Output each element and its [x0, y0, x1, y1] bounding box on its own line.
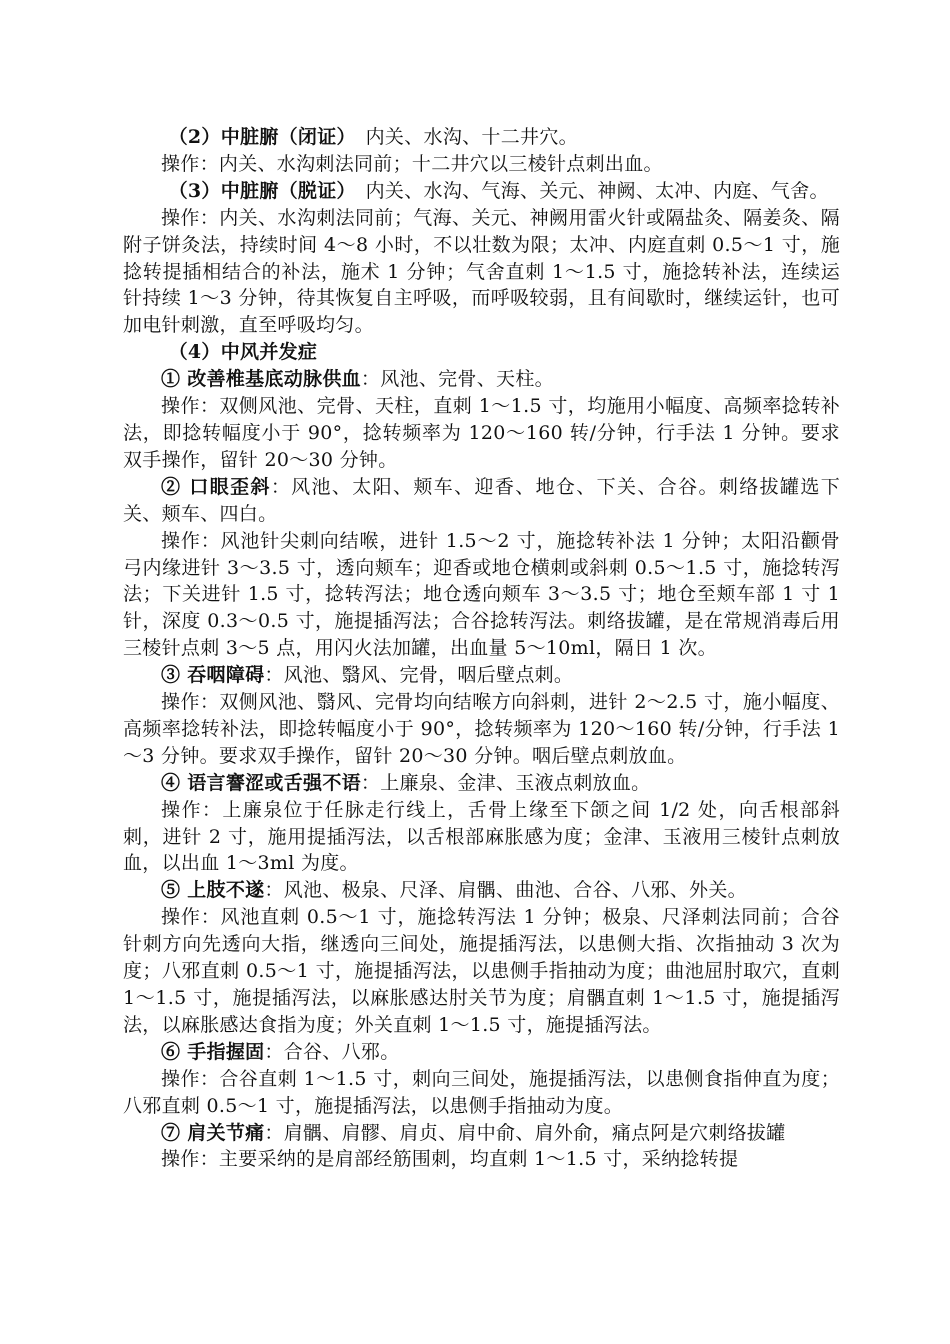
section-heading: ③ 吞咽障碍	[161, 664, 265, 687]
section-paragraph	[123, 366, 840, 393]
paragraph-text: 操作：双侧风池、完骨、天柱，直刺 1～1.5 寸，均施用小幅度、高频率捻转补法，即捻转幅度小于 90°，捻转频率为 120～160 转/分钟，行手法 1 分钟。要求双手操作，留针 20～30 分钟。	[123, 395, 840, 471]
section-heading: ④ 语言謇涩或舌强不语	[161, 771, 361, 794]
body-paragraph	[123, 797, 840, 878]
section-heading: ② 口眼歪斜	[161, 475, 271, 498]
section-paragraph	[123, 877, 840, 904]
section-heading: ⑦ 肩关节痛	[161, 1121, 265, 1144]
paragraph-text: ：上廉泉、金津、玉液点刺放血。	[360, 771, 651, 794]
section-paragraph	[123, 124, 840, 151]
body-paragraph	[123, 528, 840, 663]
section-heading: ① 改善椎基底动脉供血	[161, 368, 361, 391]
section-heading: （2）中脏腑（闭证）	[168, 126, 347, 148]
section-paragraph	[123, 662, 840, 689]
paragraph-text: ：风池、完骨、天柱。	[360, 368, 554, 391]
paragraph-text: 内关、水沟、十二井穴。	[346, 126, 578, 148]
section-paragraph	[123, 1120, 840, 1147]
paragraph-text: 操作：内关、水沟刺法同前；气海、关元、神阙用雷火针或隔盐灸、隔姜灸、隔附子饼灸法，持续时间 4～8 小时，不以壮数为限；太冲、内庭直刺 0.5～1 寸，施捻转提插相结合的补法，施术 1 分钟；气舍直刺 1～1.5 寸，施捻转补法，连续运针持续 1～3 分钟，待其恢复自主呼吸，而呼吸较弱，且有间歇时，继续运针，也可加电针刺激，直至呼吸均匀。	[123, 206, 840, 337]
paragraph-text: 操作：上廉泉位于任脉走行线上，舌骨上缘至下颌之间 1/2 处，向舌根部斜刺，进针 2 寸，施用提插泻法，以舌根部麻胀感为度；金津、玉液用三棱针点刺放血，以出血 1～3ml 为度。	[123, 798, 840, 875]
section-paragraph	[123, 339, 840, 366]
paragraph-text: 操作：风池针尖刺向结喉，进针 1.5～2 寸，施捻转补法 1 分钟；太阳沿颧骨弓内缘进针 3～3.5 寸，透向颊车；迎香或地仓横刺或斜刺 0.5～1.5 寸，施捻转泻法；下关进针 1.5 寸，捻转泻法；地仓透向颊车 3～3.5 寸；地仓至颊车部 1 寸 1 针，深度 0.3～0.5 寸，施提插泻法；合谷捻转泻法。刺络拔罐，是在常规消毒后用三棱针点刺 3～5 点，用闪火法加罐，出血量 5～10ml，隔日 1 次。	[123, 529, 840, 660]
section-paragraph	[123, 1039, 840, 1066]
paragraph-text: ：风池、极泉、尺泽、肩髃、曲池、合谷、八邪、外关。	[264, 879, 747, 902]
paragraph-text: 内关、水沟、气海、关元、神阙、太冲、内庭、气舍。	[346, 179, 829, 202]
document-body	[123, 124, 840, 1173]
body-paragraph	[123, 1066, 840, 1120]
section-heading: （4）中风并发症	[168, 341, 318, 364]
section-paragraph	[123, 770, 840, 797]
body-paragraph	[123, 904, 840, 1039]
section-paragraph	[123, 474, 840, 528]
section-heading: （3）中脏腑（脱证）	[168, 179, 347, 202]
paragraph-text: 操作：主要采纳的是肩部经筋围刺，均直刺 1～1.5 寸，采纳捻转提	[161, 1148, 739, 1171]
paragraph-text: ：风池、翳风、完骨，咽后壁点刺。	[264, 664, 574, 687]
body-paragraph	[123, 151, 840, 178]
paragraph-text: ：肩髃、肩髎、肩贞、肩中俞、肩外俞，痛点阿是穴刺络拔罐	[264, 1121, 786, 1144]
section-heading: ⑤ 上肢不遂	[161, 879, 265, 902]
body-paragraph	[123, 205, 840, 340]
body-paragraph	[123, 1146, 840, 1173]
paragraph-text: 操作：合谷直刺 1～1.5 寸，刺向三间处，施提插泻法，以患侧食指伸直为度；八邪直刺 0.5～1 寸，施提插泻法，以患侧手指抽动为度。	[123, 1067, 840, 1117]
paragraph-text: 操作：风池直刺 0.5～1 寸，施捻转泻法 1 分钟；极泉、尺泽刺法同前；合谷针刺方向先透向大指，继透向三间处，施提插泻法，以患侧大指、次指抽动 3 次为度；八邪直刺 0.5～1 寸，施提插泻法，以患侧手指抽动为度；曲池屈肘取穴，直刺 1～1.5 寸，施提插泻法，以麻胀感达肘关节为度；肩髃直刺 1～1.5 寸，施提插泻法，以麻胀感达食指为度；外关直刺 1～1.5 寸，施提插泻法。	[123, 906, 840, 1036]
paragraph-text: 操作：双侧风池、翳风、完骨均向结喉方向斜刺，进针 2～2.5 寸，施小幅度、高频率捻转补法，即捻转幅度小于 90°，捻转频率为 120～160 转/分钟，行手法 1～3 分钟。要求双手操作，留针 20～30 分钟。咽后壁点刺放血。	[123, 691, 840, 767]
section-heading: ⑥ 手指握固	[161, 1040, 265, 1063]
section-paragraph	[123, 178, 840, 205]
paragraph-text: ：合谷、八邪。	[264, 1040, 400, 1063]
body-paragraph	[123, 689, 840, 770]
paragraph-text: 操作：内关、水沟刺法同前；十二井穴以三棱针点刺出血。	[161, 152, 663, 175]
paragraph-text: ：风池、太阳、颊车、迎香、地仓、下关、合谷。刺络拔罐选下关、颊车、四白。	[123, 475, 840, 525]
body-paragraph	[123, 393, 840, 474]
